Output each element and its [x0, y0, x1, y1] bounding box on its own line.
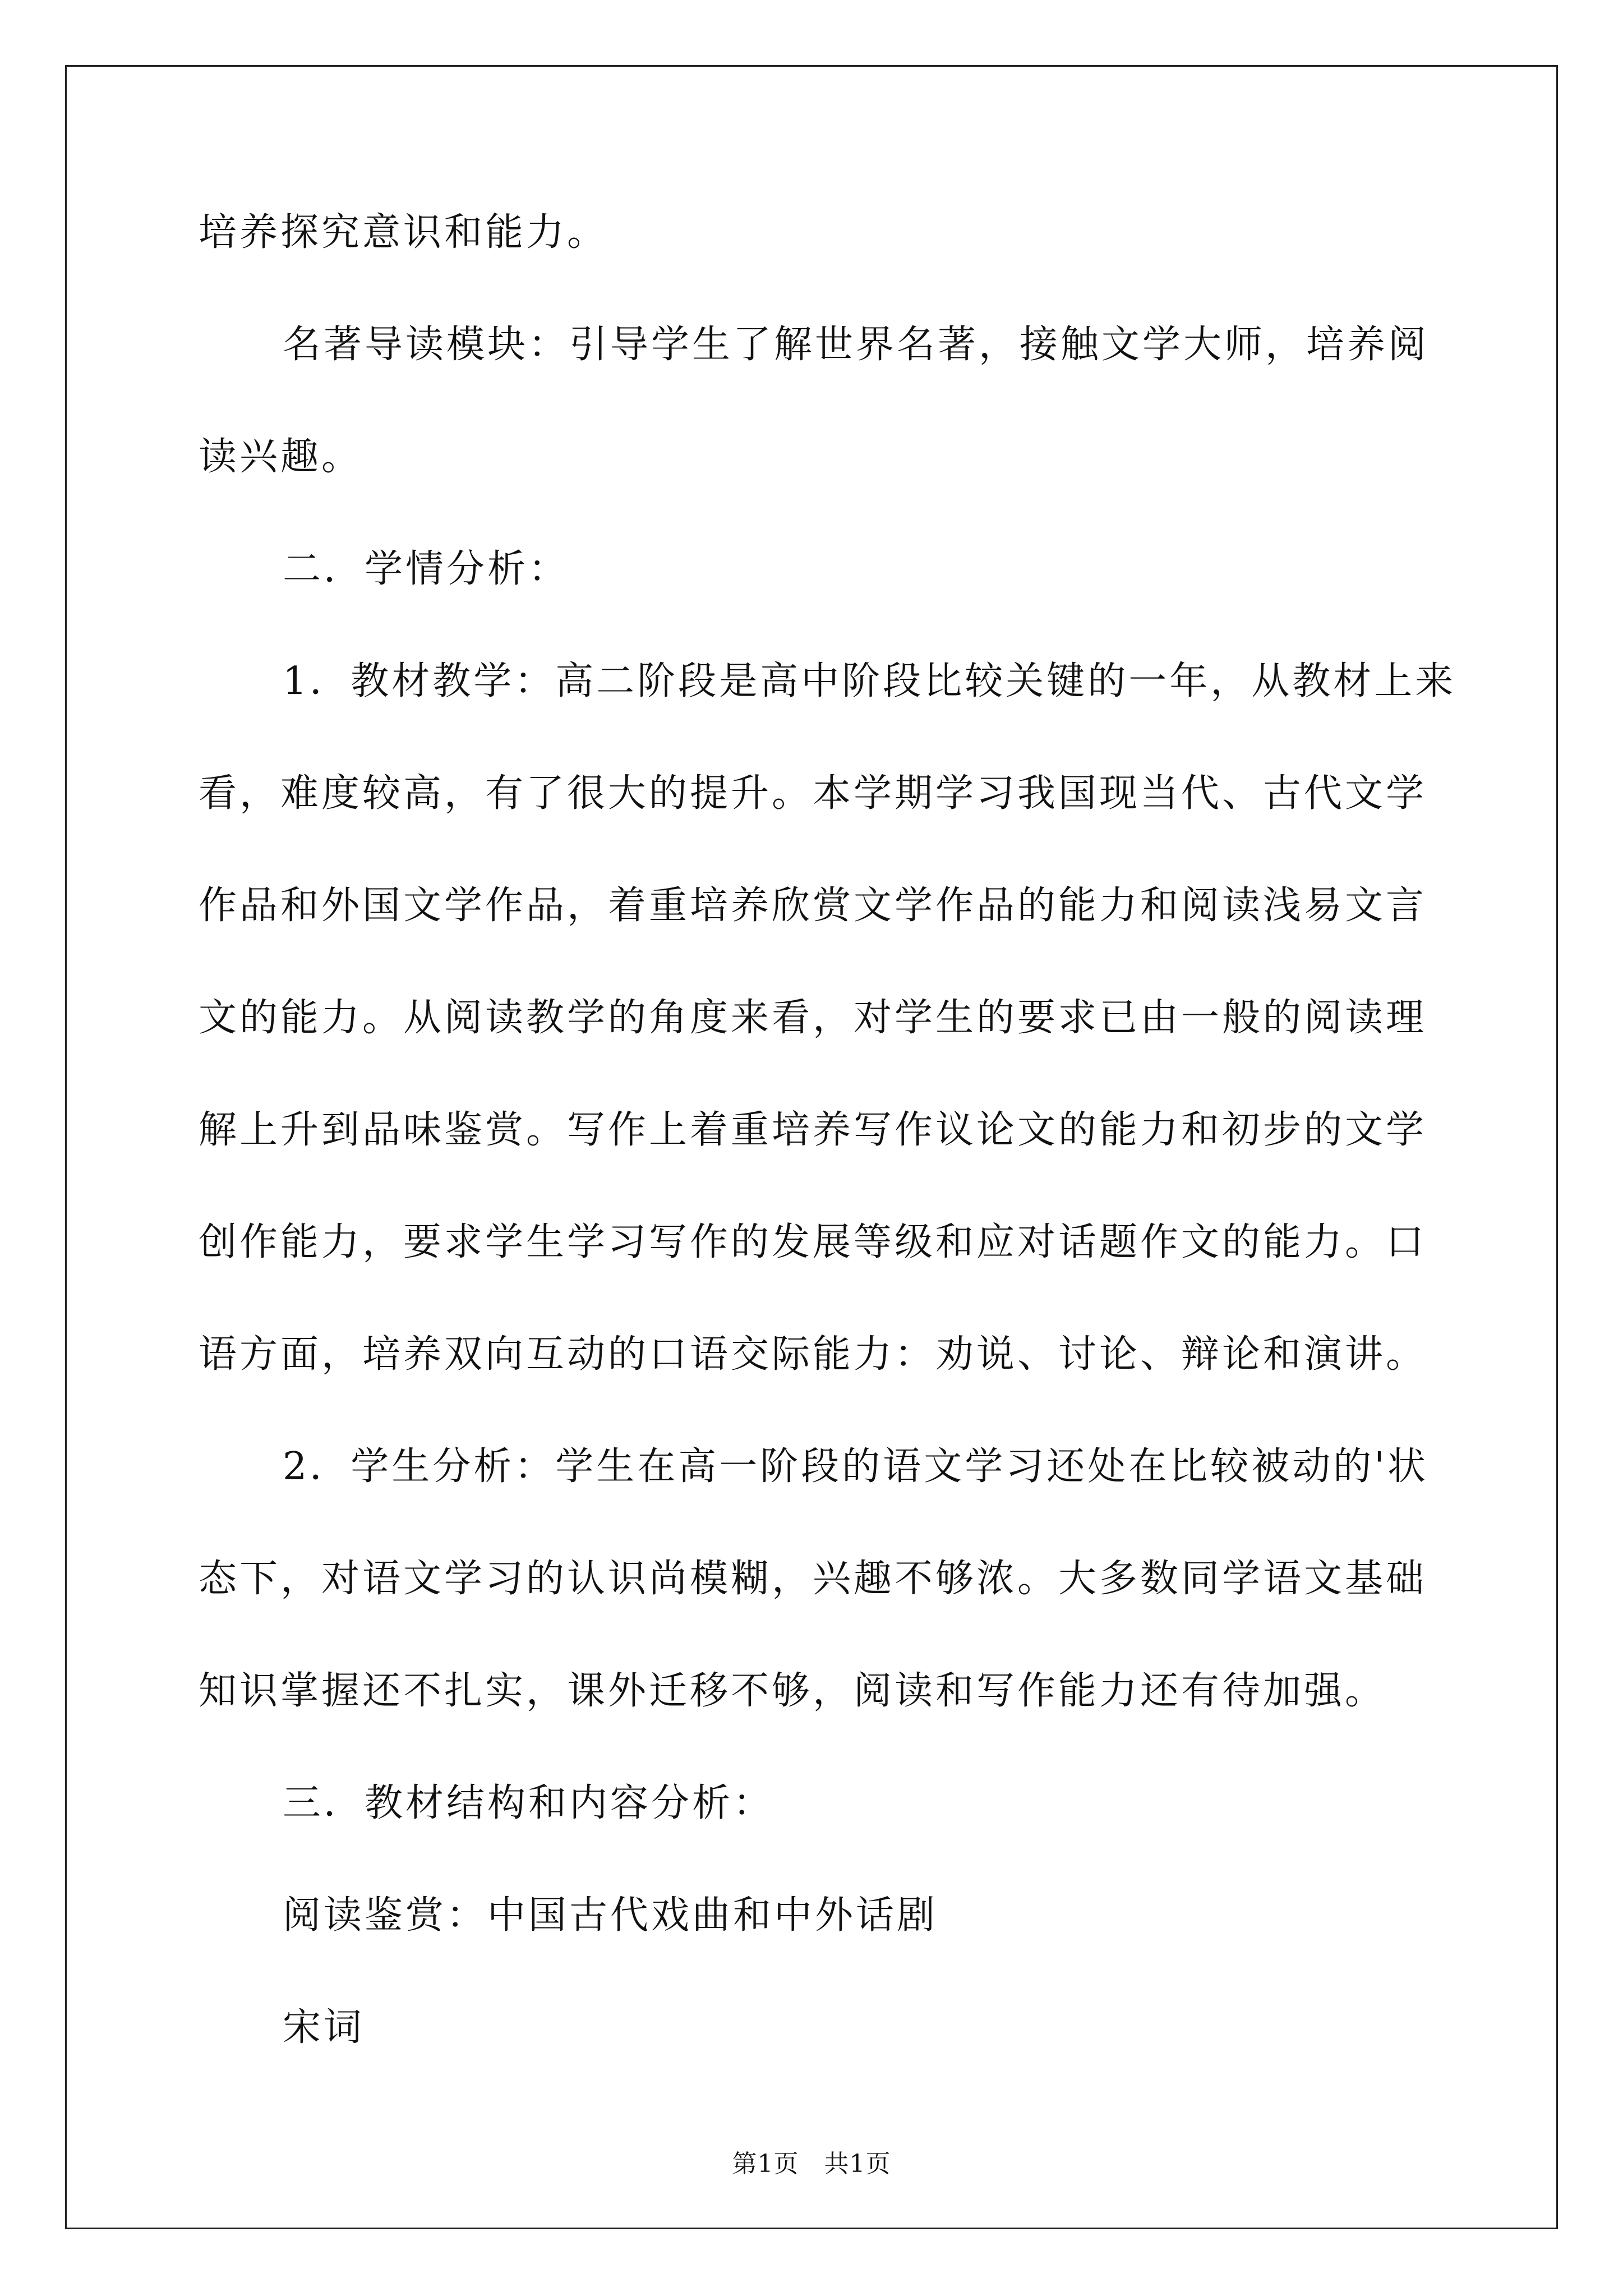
text-line: 创作能力，要求学生学习写作的发展等级和应对话题作文的能力。口 [199, 1220, 1427, 1264]
text-line: 培养探究意识和能力。 [199, 210, 608, 255]
text-line: 作品和外国文学作品，着重培养欣赏文学作品的能力和阅读浅易文言 [199, 884, 1427, 928]
text-line: 看，难度较高，有了很大的提升。本学期学习我国现当代、古代文学 [199, 771, 1427, 816]
text-line: 态下，对语文学习的认识尚模糊，兴趣不够浓。大多数同学语文基础 [199, 1557, 1427, 1601]
section-heading: 二．学情分析： [283, 547, 570, 591]
text-line: 语方面，培养双向互动的口语交际能力：劝说、讨论、辩论和演讲。 [199, 1332, 1427, 1377]
text-line: 知识掌握还不扎实，课外迁移不够，阅读和写作能力还有待加强。 [199, 1669, 1386, 1713]
text-line: 解上升到品味鉴赏。写作上着重培养写作议论文的能力和初步的文学 [199, 1108, 1427, 1152]
section-heading: 三．教材结构和内容分析： [283, 1781, 774, 1825]
page-number-footer: 第1页 共1页 [732, 2150, 891, 2178]
text-line: 宋词 [283, 2005, 365, 2050]
text-line: 文的能力。从阅读教学的角度来看，对学生的要求已由一般的阅读理 [199, 996, 1427, 1040]
text-line: 读兴趣。 [199, 435, 363, 479]
text-line: 1．教材教学：高二阶段是高中阶段比较关键的一年，从教材上来 [283, 659, 1456, 703]
text-line: 阅读鉴赏：中国古代戏曲和中外话剧 [283, 1893, 938, 1938]
text-line: 2．学生分析：学生在高一阶段的语文学习还处在比较被动的'状 [283, 1444, 1428, 1489]
text-line: 名著导读模块：引导学生了解世界名著，接触文学大师，培养阅 [283, 323, 1430, 367]
